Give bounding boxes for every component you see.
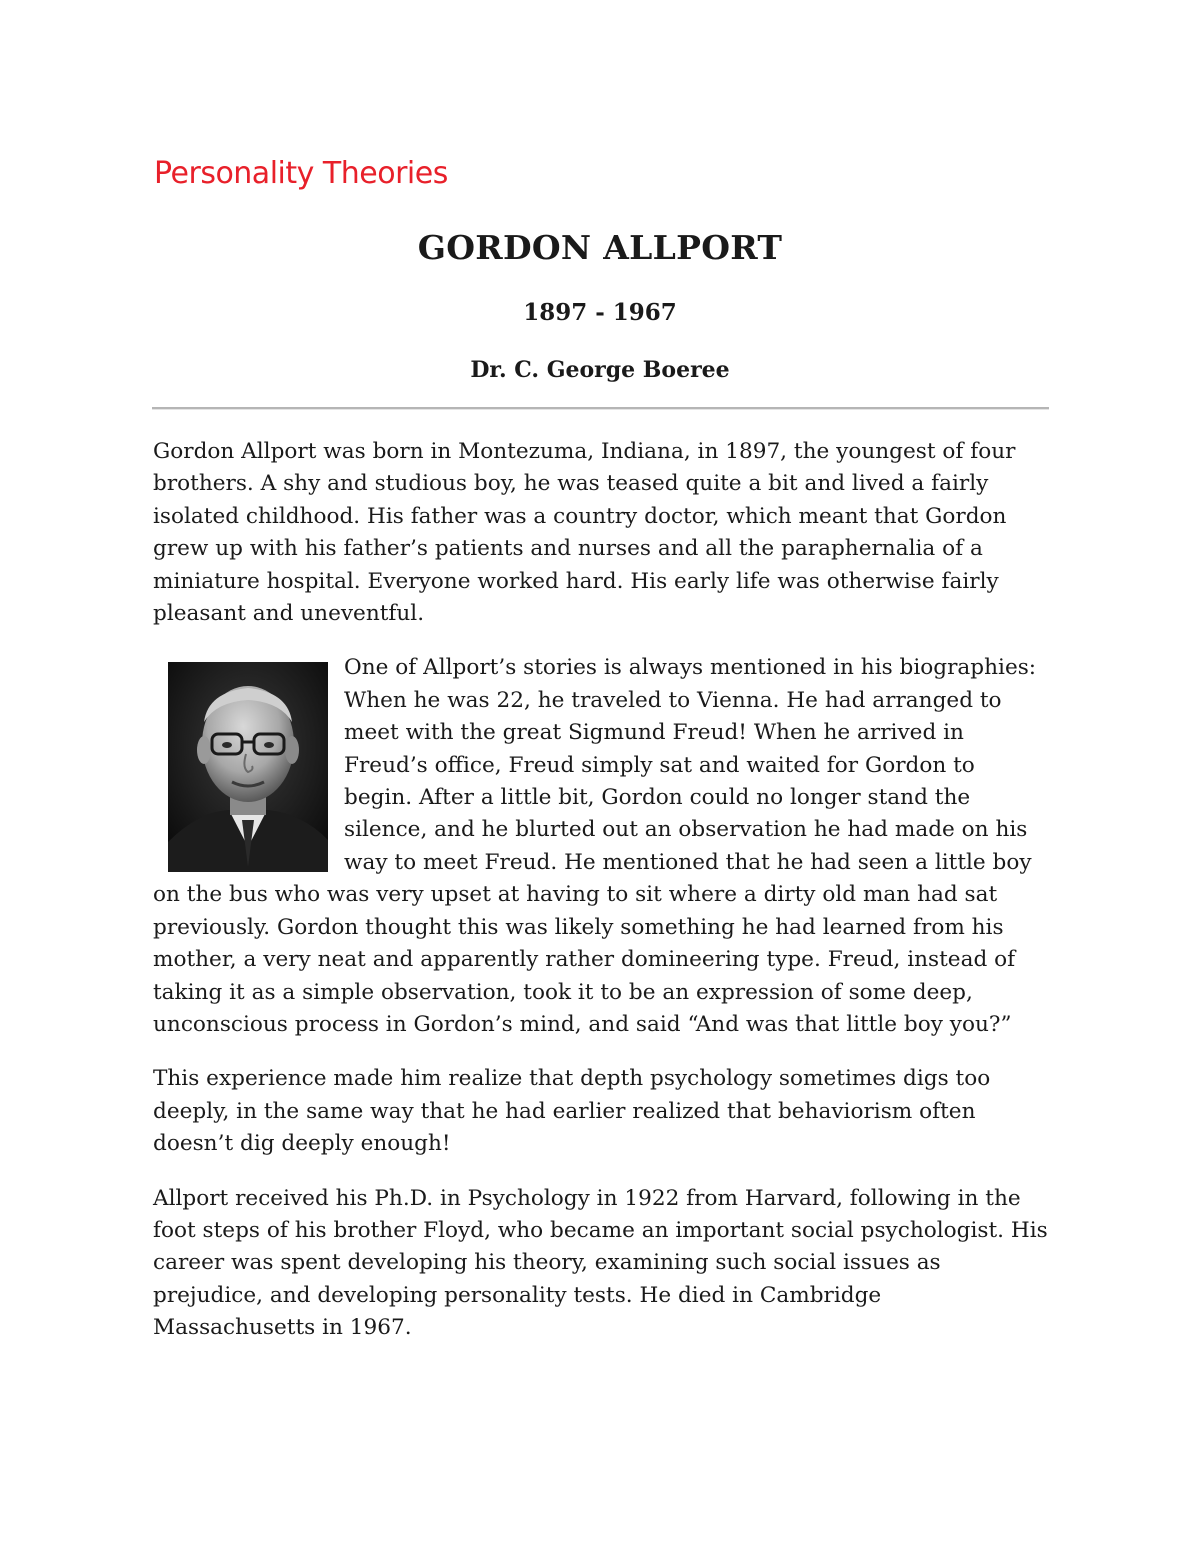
horizontal-divider: [152, 407, 1049, 410]
paragraph-career: Allport received his Ph.D. in Psychology in 1922 from Harvard, following in the foot steps of his brother Floyd, who became an important social psychologist. His career was spent developing his theory, examining such social issues as prejudice, and developing personality tests. He died in Cambridge Massachusetts in 1967.: [153, 1185, 1048, 1341]
paragraph-intro: Gordon Allport was born in Montezuma, Indiana, in 1897, the youngest of four brothers. A shy and studious boy, he was teased quite a bit and lived a fairly isolated childhood. His father was a country doctor, which meant that Gordon grew up with his father’s patients and nurses and all the paraphernalia of a miniature hospital. Everyone worked hard. His early life was otherwise fairly pleasant and uneventful.: [153, 439, 1016, 627]
author-name: Dr. C. George Boeree: [470, 357, 730, 383]
life-years: 1897 - 1967: [523, 299, 677, 326]
brand-header: Personality Theories: [154, 156, 448, 191]
paragraph-depth-psychology: This experience made him realize that depth psychology sometimes digs too deeply, in the same way that he had earlier realized that behaviorism often doesn’t dig deeply enough!: [153, 1066, 991, 1157]
paragraph-freud-story: [153, 652, 1049, 1041]
page-title: GORDON ALLPORT: [417, 228, 783, 267]
paragraph-freud-story-text: One of Allport’s stories is always mentioned in his biographies: When he was 22, he traveled to Vienna. He had arranged to meet with the great Sigmund Freud! When he arrived in Freud’s office, Freud simply sat and waited for Gordon to begin. After a little bit, Gordon could no longer stand the silence, and he blurted out an observation he had made on his way to meet Freud. He mentioned that he had seen a little boy on the bus who was very upset at having to sit where a dirty old man had sat previously. Gordon thought this was likely something he had learned from his mother, a very neat and apparently rather domineering type. Freud, instead of taking it as a simple observation, took it to be an expression of some deep, unconscious process in Gordon’s mind, and said “And was that little boy you?”: [153, 655, 1037, 1037]
article-body: [153, 436, 1049, 1367]
portrait-photo: [168, 662, 328, 872]
